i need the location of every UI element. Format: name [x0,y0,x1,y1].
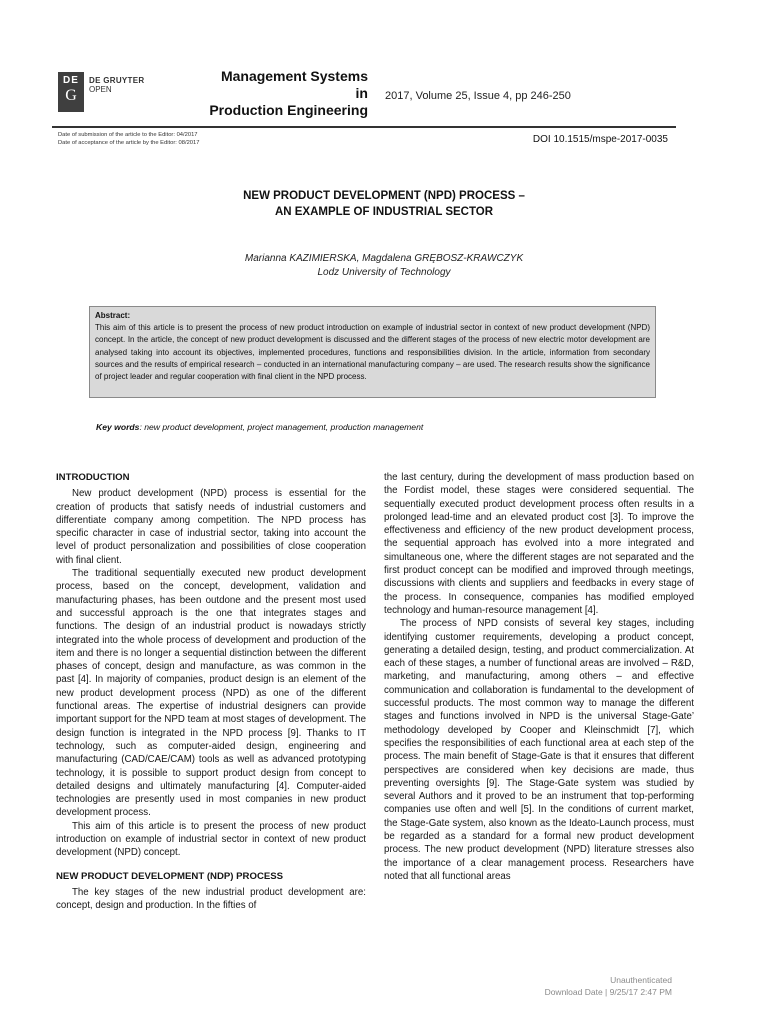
keywords-text: : new product development, project management, production management [139,422,424,432]
abstract-box [89,306,656,398]
footer-line2: Download Date | 9/25/17 2:47 PM [544,987,672,997]
title-line1: NEW PRODUCT DEVELOPMENT (NPD) PROCESS – [243,190,525,202]
author-affiliation: Lodz University of Technology [317,267,451,278]
title-line2: AN EXAMPLE OF INDUSTRIAL SECTOR [274,206,494,218]
footer-line1: Unauthenticated [610,975,672,985]
logo-bottom-text: G [65,87,77,104]
paragraph: The key stages of the new industrial product development are: concept, design and production. In the fifties of [56,886,366,912]
download-footer [480,974,672,998]
journal-line2: in [355,85,368,101]
right-column [384,471,694,883]
abstract-heading: Abstract: [95,311,131,320]
submission-dates [58,131,199,147]
date-submission: Date of submission of the article to the Editor: 04/2017 [58,132,198,138]
authors-block [0,252,768,280]
publisher-line2: OPEN [89,85,112,94]
author-names: Marianna KAZIMIERSKA, Magdalena GRĘBOSZ-KRAWCZYK [244,253,524,264]
keywords-label: Key words [96,422,140,432]
left-column [56,471,366,913]
paragraph: the last century, during the development of mass production based on the Fordist model, these stages were considered sequential. The sequentially executed product development process often results in a prolonged lead-time and an elevated product cost [3]. To improve the effectiveness and efficiency of the new product development process, the sequential approach has evolved into a more integrated and simultaneous one, where the different stages are not separated and the first product concept can be modified and improved through meetings, discussions with clients and suppliers and feedbacks in every stage of the process. In consequence, companies has modified employed technology and human-resource management [4]. [384,472,694,616]
logo-top-text: DE [63,75,79,86]
publisher-logo [58,72,84,112]
abstract-text: This aim of this article is to present the process of new product introduction on example of industrial sector in context of new product development (NPD) concept. In the article, the concept of new product development is discussed and the different stages of the process of new electric motor development are analysed taking into account its objectives, implemented procedures, functions and responsibilities division. In the article, information from secondary sources and the results of empirical research – conducted in an international manufacturing company – are used. The research results show the significance of project leader and regular cooperation with final client in the NPD process. [95,323,650,382]
header-divider [52,126,676,128]
article-title [0,188,768,220]
paragraph: The traditional sequentially executed new product development process, based on the concept, development, validation and manufacturing phases, has been outdone and the present most used and successful approach is the one that integrates stages and functions. The design of an industrial product is nowadays strictly integrated into the whole process of development and production of the item and there is no longer a sequential distinction between the different phases of concept, design and manufacture, as was common in the past [4]. In majority of companies, product design is an element of the new product development process (NPD) as one of the different functional areas. The expertise of industrial designers can provide important support for the NPD team at most stages of development. The design function is integrated in the NPD process [9]. Thanks to IT technology, such as computer-aided design, engineering and manufacturing (CAD/CAE/CAM) tools as well as advanced prototyping technology, it is possible to support product design from concept to detailed designs and ultimately manufacturing [4]. Computer-aided technologies are presently used in most companies in new product development process. [56,568,366,819]
paragraph: New product development (NPD) process is essential for the creation of products that satisfy needs of industrial customers and differentiate company among competition. The NPD process has specific character in case of industrial sector, taking into account the level of product personalization and possibilities of close cooperation with final client. [56,488,366,566]
journal-line1: Management Systems [220,68,368,84]
paragraph: The process of NPD consists of several key stages, including identifying customer requirements, developing a product concept, generating a detailed design, testing, and product commercialization. At each of these stages, a number of functional areas are involved – R&D, marketing, and manufacturing, among others – and effective communication and collaboration is fundamental to the development of successful products. The most common way to manage the different stages and functions involved in NPD is the universal Stage-Gate’ methodology developed by Cooper and Kleinschmidt [7], which specifies the responsibilities of each functional area at each step of the process. The main benefit of Stage-Gate is that it ensures that different perspectives are considered when key decisions are made, thus preventing oversights [9]. The Stage-Gate system was studied by several Authors and it proved to be an instrument that top-performing companies use often and well [5]. In the conditions of current market, the Stage-Gate system, also known as the Ideato-Launch process, must be regarded as a standard for a formal new product development process. The new product development (NPD) literature stresses also the importance of a clear management process. Researchers have noted that all functional areas [384,618,694,882]
section-heading-npd: NEW PRODUCT DEVELOPMENT (NDP) PROCESS [56,870,284,882]
issue-info: 2017, Volume 25, Issue 4, pp 246-250 [385,90,571,102]
doi[interactable]: DOI 10.1515/mspe-2017-0035 [532,134,668,145]
journal-line3: Production Engineering [209,102,368,118]
journal-title [168,68,368,119]
keywords [96,422,423,432]
section-heading-introduction: INTRODUCTION [56,472,130,483]
publisher-name [89,76,144,94]
publisher-line1: DE GRUYTER [89,76,145,85]
paragraph: This aim of this article is to present the process of new product introduction on example of industrial sector in context of new product development (NPD) concept. [56,820,366,859]
date-acceptance: Date of acceptance of the article by the Editor: 08/2017 [58,140,200,146]
